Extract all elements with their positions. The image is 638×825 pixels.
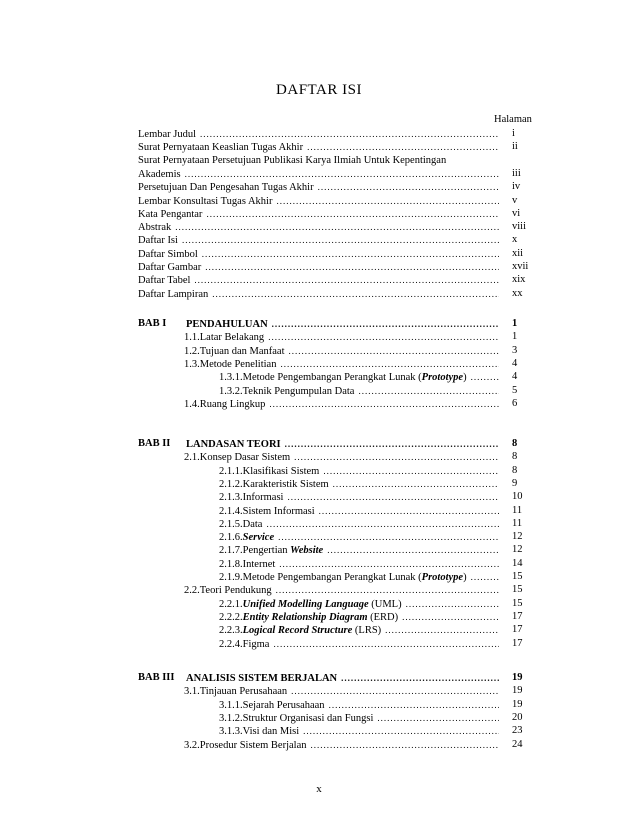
section-number: 2.1.1. <box>219 465 243 477</box>
toc-entry[interactable] <box>138 220 503 234</box>
section-entry[interactable] <box>184 330 503 344</box>
dot-leader <box>307 140 499 154</box>
entry-page-number: 20 <box>512 711 523 723</box>
subsection-entry[interactable] <box>219 490 503 504</box>
entry-label: Teknik Pengumpulan Data <box>242 385 355 397</box>
section-number: 2.2.1. <box>219 598 243 610</box>
dot-leader <box>329 698 499 712</box>
dot-leader <box>471 570 499 584</box>
dot-leader <box>287 490 499 504</box>
dot-leader <box>285 437 499 451</box>
entry-page-number: 1 <box>512 331 518 343</box>
section-number: 2.2. <box>184 585 200 597</box>
toc-entry[interactable] <box>138 140 503 154</box>
entry-label: Service <box>242 532 275 544</box>
subsection-entry[interactable] <box>219 724 503 738</box>
subsection-entry[interactable] <box>219 570 503 584</box>
dot-leader <box>280 357 499 371</box>
entry-page-number: ii <box>512 141 518 153</box>
subsection-entry[interactable] <box>219 637 503 651</box>
dot-leader <box>175 220 499 234</box>
section-entry[interactable] <box>184 397 503 411</box>
dot-leader <box>291 684 499 698</box>
entry-label: Internet <box>242 558 276 570</box>
subsection-entry[interactable] <box>219 464 503 478</box>
entry-page-number: 9 <box>512 477 518 489</box>
dot-leader <box>206 207 499 221</box>
entry-page-number: 24 <box>512 738 523 750</box>
entry-label: Unified Modelling Language (UML) <box>242 598 402 610</box>
entry-page-number: 8 <box>512 464 518 476</box>
entry-page-number: 8 <box>512 438 518 449</box>
subsection-entry[interactable] <box>219 543 503 557</box>
entry-label: Latar Belakang <box>199 332 265 344</box>
section-entry[interactable] <box>184 684 503 698</box>
entry-label: Tujuan dan Manfaat <box>199 345 285 357</box>
section-entry[interactable] <box>184 450 503 464</box>
entry-page-number: 17 <box>512 610 523 622</box>
dot-leader <box>471 370 499 384</box>
dot-leader <box>385 623 499 637</box>
entry-label: Struktur Organisasi dan Fungsi <box>242 712 374 724</box>
entry-label: Sistem Informasi <box>242 505 315 517</box>
toc-entry[interactable] <box>138 287 503 301</box>
subsection-entry[interactable] <box>219 504 503 518</box>
subsection-entry[interactable] <box>219 623 503 637</box>
subsection-entry[interactable] <box>219 477 503 491</box>
entry-label: Teori Pendukung <box>199 585 272 597</box>
section-number: 3.1. <box>184 686 200 698</box>
chapter-heading[interactable] <box>186 317 503 331</box>
entry-page-number: x <box>512 234 518 246</box>
section-number: 2.2.3. <box>219 625 243 637</box>
entry-page-number: vi <box>512 207 521 219</box>
entry-page-number: 11 <box>512 517 523 529</box>
entry-page-number: xii <box>512 247 524 259</box>
entry-label: Akademis <box>138 168 181 180</box>
section-number: 2.1.6. <box>219 532 243 544</box>
dot-leader <box>294 450 499 464</box>
dot-leader <box>358 384 499 398</box>
dot-leader <box>278 530 499 544</box>
entry-label: PENDAHULUAN <box>186 319 268 330</box>
entry-label: Daftar Lampiran <box>138 288 209 300</box>
entry-page-number: iv <box>512 181 521 193</box>
entry-page-number: 15 <box>512 597 523 609</box>
section-number: 1.3.2. <box>219 385 243 397</box>
subsection-entry[interactable] <box>219 370 503 384</box>
subsection-entry[interactable] <box>219 698 503 712</box>
section-number: 1.3.1. <box>219 372 243 384</box>
entry-label: Daftar Simbol <box>138 248 198 260</box>
entry-label: Sejarah Perusahaan <box>242 699 325 711</box>
entry-page-number: 3 <box>512 344 518 356</box>
section-entry[interactable] <box>184 738 503 752</box>
section-number: 1.1. <box>184 332 200 344</box>
entry-page-number: v <box>512 194 518 206</box>
dot-leader <box>402 610 499 624</box>
subsection-entry[interactable] <box>219 711 503 725</box>
toc-entry[interactable] <box>138 180 503 194</box>
entry-page-number: 14 <box>512 557 523 569</box>
entry-page-number: 19 <box>512 698 523 710</box>
section-number: 2.1. <box>184 452 200 464</box>
dot-leader <box>333 477 499 491</box>
subsection-entry[interactable] <box>219 384 503 398</box>
entry-label: ANALISIS SISTEM BERJALAN <box>186 673 338 684</box>
entry-page-number: 15 <box>512 584 523 596</box>
section-number: 1.3. <box>184 358 200 370</box>
dot-leader <box>212 287 499 301</box>
entry-label: Pengertian Website <box>242 545 324 557</box>
dot-leader <box>268 330 499 344</box>
entry-label: Abstrak <box>138 222 172 234</box>
entry-label: Lembar Konsultasi Tugas Akhir <box>138 195 273 207</box>
section-number: 3.2. <box>184 739 200 751</box>
entry-page-number: 8 <box>512 451 518 463</box>
dot-leader <box>406 597 499 611</box>
entry-label: Daftar Gambar <box>138 262 202 273</box>
dot-leader <box>276 194 499 208</box>
dot-leader <box>266 517 499 531</box>
subsection-entry[interactable] <box>219 557 503 571</box>
entry-page-number: 12 <box>512 544 523 556</box>
entry-page-number: i <box>512 128 515 139</box>
entry-page-number: 10 <box>512 491 523 503</box>
entry-label: Data <box>242 518 263 530</box>
entry-label: Tinjauan Perusahaan <box>199 686 288 698</box>
section-number: 2.1.3. <box>219 492 243 504</box>
dot-leader <box>273 637 499 651</box>
entry-label: Daftar Isi <box>138 235 178 247</box>
entry-page-number: 17 <box>512 637 523 649</box>
dot-leader <box>200 127 499 141</box>
entry-label: Persetujuan Dan Pengesahan Tugas Akhir <box>138 182 314 194</box>
dot-leader <box>303 724 499 738</box>
section-number: 3.1.1. <box>219 699 243 711</box>
dot-leader <box>323 464 499 478</box>
toc-entry[interactable] <box>138 194 503 208</box>
entry-page-number: 11 <box>512 504 523 516</box>
entry-label: Kata Pengantar <box>138 208 203 220</box>
entry-label: Lembar Judul <box>138 129 197 140</box>
dot-leader <box>318 180 499 194</box>
dot-leader <box>279 557 499 571</box>
section-number: 2.1.2. <box>219 478 243 490</box>
entry-page-number: 19 <box>512 672 523 683</box>
entry-label: LANDASAN TEORI <box>186 439 281 450</box>
dot-leader <box>272 317 499 331</box>
chapter-heading[interactable] <box>186 437 503 451</box>
dot-leader <box>269 397 499 411</box>
entry-page-number: 19 <box>512 685 523 697</box>
page-title: DAFTAR ISI <box>276 82 362 98</box>
section-number: 1.4. <box>184 398 200 410</box>
section-entry[interactable] <box>184 583 503 597</box>
section-number: 1.2. <box>184 345 200 357</box>
entry-label: Entity Relationship Diagram (ERD) <box>242 611 399 623</box>
entry-page-number: 1 <box>512 318 518 329</box>
entry-label: Surat Pernyataan Persetujuan Publikasi Karya Ilmiah Untuk Kepentingan <box>138 154 447 166</box>
toc-entry[interactable] <box>138 167 503 181</box>
entry-label: Informasi <box>242 492 284 504</box>
halaman-label: Halaman <box>494 114 532 125</box>
section-entry[interactable] <box>184 344 503 358</box>
dot-leader <box>276 583 499 597</box>
entry-page-number: iii <box>512 167 521 179</box>
subsection-entry[interactable] <box>219 517 503 531</box>
toc-entry[interactable] <box>138 260 503 274</box>
entry-page-number: 5 <box>512 384 518 396</box>
dot-leader <box>289 344 499 358</box>
entry-page-number: xx <box>512 287 523 299</box>
chapter-number: BAB II <box>138 438 171 449</box>
page-number: x <box>316 783 322 795</box>
dot-leader <box>341 671 499 685</box>
entry-label: Konsep Dasar Sistem <box>199 452 291 464</box>
dot-leader <box>205 260 499 274</box>
entry-label: Logical Record Structure (LRS) <box>242 625 382 637</box>
entry-page-number: viii <box>512 221 527 233</box>
entry-label: Daftar Tabel <box>138 275 191 287</box>
entry-page-number: 6 <box>512 397 518 409</box>
dot-leader <box>310 738 499 752</box>
entry-page-number: 4 <box>512 371 518 383</box>
section-number: 2.2.2. <box>219 611 243 623</box>
subsection-entry[interactable] <box>219 530 503 544</box>
chapter-heading[interactable] <box>186 671 503 685</box>
dot-leader <box>185 167 499 181</box>
dot-leader <box>377 711 499 725</box>
section-number: 2.1.5. <box>219 518 243 530</box>
section-number: 3.1.3. <box>219 726 243 738</box>
entry-label: Prosedur Sistem Berjalan <box>199 739 307 751</box>
entry-page-number: xvii <box>512 261 529 272</box>
chapter-number: BAB III <box>138 672 175 683</box>
entry-page-number: xix <box>512 274 526 286</box>
toc-entry[interactable] <box>138 233 503 247</box>
section-number: 2.1.8. <box>219 558 243 570</box>
entry-label: Metode Pengembangan Perangkat Lunak (Prototype) <box>242 372 467 384</box>
entry-page-number: 4 <box>512 357 518 369</box>
toc-entry[interactable] <box>138 207 503 221</box>
section-number: 3.1.2. <box>219 712 243 724</box>
subsection-entry[interactable] <box>219 597 503 611</box>
entry-label: Metode Pengembangan Perangkat Lunak (Prototype) <box>242 572 467 583</box>
entry-label: Ruang Lingkup <box>199 398 266 410</box>
entry-page-number: 15 <box>512 571 523 582</box>
entry-page-number: 17 <box>512 624 523 636</box>
toc-entry[interactable] <box>138 247 503 261</box>
section-number: 2.1.4. <box>219 505 243 517</box>
section-number: 2.1.9. <box>219 572 243 583</box>
entry-page-number: 12 <box>512 531 523 543</box>
entry-label: Figma <box>242 638 270 650</box>
section-number: 2.2.4. <box>219 638 243 650</box>
toc-entry[interactable] <box>138 154 503 168</box>
chapter-number: BAB I <box>138 318 167 329</box>
entry-label: Metode Penelitian <box>199 358 277 370</box>
section-entry[interactable] <box>184 357 503 371</box>
toc-entry[interactable] <box>138 127 503 141</box>
dot-leader <box>319 504 499 518</box>
subsection-entry[interactable] <box>219 610 503 624</box>
section-number: 2.1.7. <box>219 545 243 557</box>
entry-page-number: 23 <box>512 725 523 737</box>
toc-entry[interactable] <box>138 273 503 287</box>
dot-leader <box>327 543 499 557</box>
entry-label: Karakteristik Sistem <box>242 478 329 490</box>
dot-leader <box>182 233 499 247</box>
entry-label: Visi dan Misi <box>242 726 300 738</box>
entry-label: Surat Pernyataan Keaslian Tugas Akhir <box>138 142 304 154</box>
entry-label: Klasifikasi Sistem <box>242 465 320 477</box>
dot-leader <box>202 247 499 261</box>
dot-leader <box>194 273 499 287</box>
